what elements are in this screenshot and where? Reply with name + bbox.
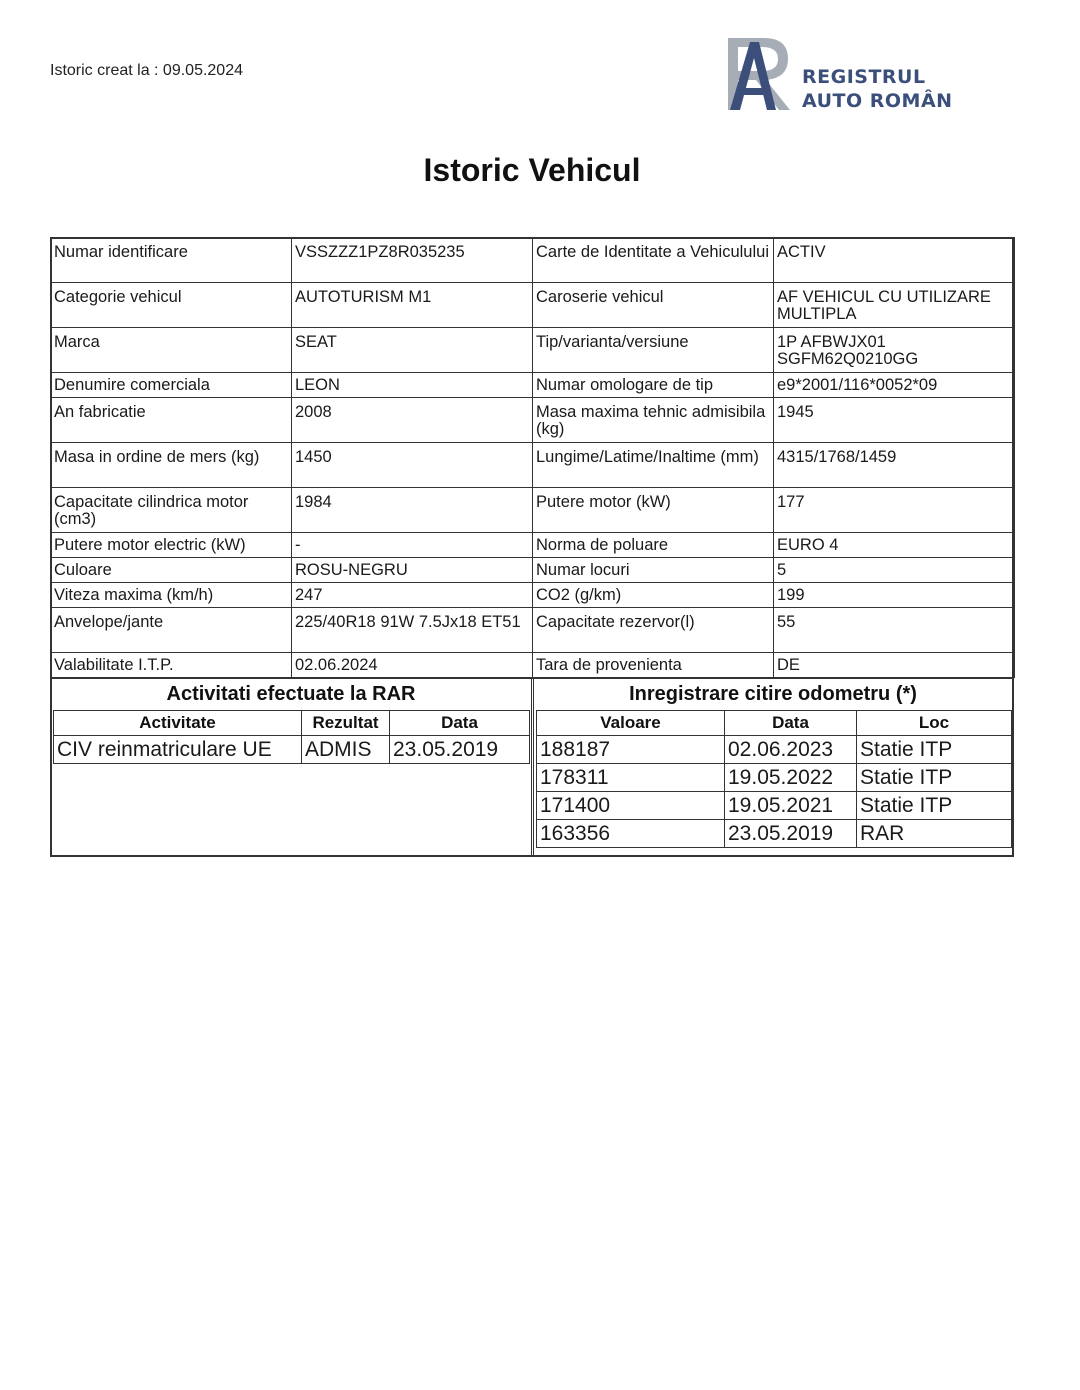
odometer-date: 19.05.2021 (725, 792, 857, 820)
logo-text-line1: REGISTRUL (802, 66, 926, 88)
field-label: Carte de Identitate a Vehiculului (533, 238, 774, 283)
field-value: 1450 (292, 443, 533, 488)
odometer-heading: Inregistrare citire odometru (*) (629, 683, 917, 705)
column-header: Loc (857, 711, 1012, 736)
field-label: Masa in ordine de mers (kg) (51, 443, 292, 488)
field-value: EURO 4 (774, 533, 1015, 558)
field-value: ACTIV (774, 238, 1015, 283)
column-header: Valoare (537, 711, 725, 736)
field-label: Masa maxima tehnic admisibila (kg) (533, 398, 774, 443)
field-label: Putere motor electric (kW) (51, 533, 292, 558)
field-value: 1P AFBWJX01 SGFM62Q0210GG (774, 328, 1015, 373)
field-value: 4315/1768/1459 (774, 443, 1015, 488)
odometer-value: 171400 (537, 792, 725, 820)
field-label: Tip/varianta/versiune (533, 328, 774, 373)
page-title: Istoric Vehicul (423, 152, 641, 188)
field-label: Anvelope/jante (51, 608, 292, 653)
activity-name: CIV reinmatriculare UE (54, 736, 302, 764)
rar-logo (724, 32, 964, 114)
field-value: 02.06.2024 (292, 653, 533, 678)
field-value: 247 (292, 583, 533, 608)
field-label: Marca (51, 328, 292, 373)
field-label: Norma de poluare (533, 533, 774, 558)
field-value: 55 (774, 608, 1015, 653)
odometer-location: Statie ITP (857, 764, 1012, 792)
odometer-location: RAR (857, 820, 1012, 848)
column-header: Data (725, 711, 857, 736)
column-header: Activitate (54, 711, 302, 736)
odometer-date: 19.05.2022 (725, 764, 857, 792)
field-label: Numar identificare (51, 238, 292, 283)
field-label: Denumire comerciala (51, 373, 292, 398)
field-value: 2008 (292, 398, 533, 443)
rar-logo-mark-icon (724, 32, 800, 114)
field-label: Capacitate rezervor(l) (533, 608, 774, 653)
field-value: 5 (774, 558, 1015, 583)
column-header: Data (390, 711, 530, 736)
field-value: DE (774, 653, 1015, 678)
field-value: LEON (292, 373, 533, 398)
odometer-date: 02.06.2023 (725, 736, 857, 764)
field-value: VSSZZZ1PZ8R035235 (292, 238, 533, 283)
field-value: e9*2001/116*0052*09 (774, 373, 1015, 398)
activities-heading: Activitati efectuate la RAR (166, 683, 416, 705)
field-value: 225/40R18 91W 7.5Jx18 ET51 (292, 608, 533, 653)
odometer-value: 163356 (537, 820, 725, 848)
odometer-value: 178311 (537, 764, 725, 792)
activity-date: 23.05.2019 (390, 736, 530, 764)
field-label: Valabilitate I.T.P. (51, 653, 292, 678)
field-label: Lungime/Latime/Inaltime (mm) (533, 443, 774, 488)
field-value: AF VEHICUL CU UTILIZARE MULTIPLA (774, 283, 1015, 328)
field-label: Viteza maxima (km/h) (51, 583, 292, 608)
field-value: 1984 (292, 488, 533, 533)
field-value: 1945 (774, 398, 1015, 443)
field-label: Numar omologare de tip (533, 373, 774, 398)
field-value: ROSU-NEGRU (292, 558, 533, 583)
odometer-location: Statie ITP (857, 792, 1012, 820)
field-label: Caroserie vehicul (533, 283, 774, 328)
odometer-date: 23.05.2019 (725, 820, 857, 848)
odometer-value: 188187 (537, 736, 725, 764)
history-created-date: Istoric creat la : 09.05.2024 (50, 62, 243, 79)
odometer-location: Statie ITP (857, 736, 1012, 764)
field-label: Categorie vehicul (51, 283, 292, 328)
field-label: Tara de provenienta (533, 653, 774, 678)
field-value: - (292, 533, 533, 558)
field-value: AUTOTURISM M1 (292, 283, 533, 328)
field-value: 199 (774, 583, 1015, 608)
field-label: Numar locuri (533, 558, 774, 583)
field-label: Capacitate cilindrica motor (cm3) (51, 488, 292, 533)
column-header: Rezultat (302, 711, 390, 736)
field-label: Putere motor (kW) (533, 488, 774, 533)
field-value: SEAT (292, 328, 533, 373)
logo-text-line2: AUTO ROMÂN (802, 90, 953, 112)
field-label: CO2 (g/km) (533, 583, 774, 608)
field-label: Culoare (51, 558, 292, 583)
field-value: 177 (774, 488, 1015, 533)
field-label: An fabricatie (51, 398, 292, 443)
report-frame (50, 237, 1014, 857)
activity-result: ADMIS (302, 736, 390, 764)
